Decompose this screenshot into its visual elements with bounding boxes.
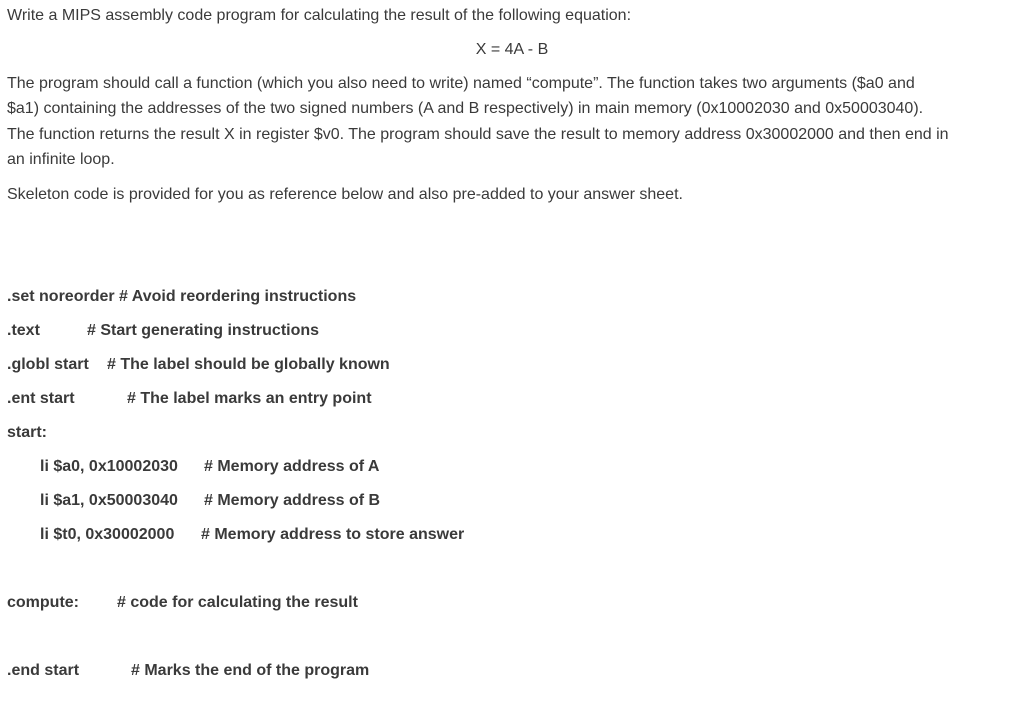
code-comment: # Memory address of B	[204, 492, 381, 509]
code-label: compute:	[7, 594, 79, 611]
code-line-li-a1	[40, 491, 381, 511]
code-instruction: li $a1, 0x50003040	[40, 492, 178, 509]
code-comment: # Memory address to store answer	[201, 526, 465, 543]
code-comment: # The label marks an entry point	[127, 390, 372, 407]
skeleton-note: Skeleton code is provided for you as reference below and also pre-added to your answer sheet.	[7, 186, 683, 203]
code-directive: .text	[7, 322, 40, 339]
code-comment: # Start generating instructions	[87, 322, 320, 339]
code-line-text	[7, 321, 320, 341]
code-directive: .end start	[7, 662, 80, 679]
question-intro: Write a MIPS assembly code program for calculating the result of the following equation:	[7, 7, 632, 24]
code-directive: .globl start	[7, 356, 89, 373]
code-line-compute	[7, 593, 358, 613]
code-instruction: li $a0, 0x10002030	[40, 458, 178, 475]
code-line-set	[7, 287, 356, 307]
code-instruction: li $t0, 0x30002000	[40, 526, 175, 543]
equation: X = 4A - B	[475, 41, 549, 58]
code-directive: .set noreorder	[7, 288, 115, 305]
code-comment: # The label should be globally known	[107, 356, 390, 373]
description-line-4: an infinite loop.	[7, 151, 115, 168]
code-directive: .ent start	[7, 390, 75, 407]
description-line-1: The program should call a function (which you also need to write) named “compute”. The function takes two arguments ($a0 and	[7, 75, 915, 92]
description-line-3: The function returns the result X in register $v0. The program should save the result to memory address 0x30002000 and then end in	[7, 126, 949, 143]
code-line-li-a0	[40, 457, 380, 477]
code-line-ent	[7, 389, 372, 409]
code-line-li-t0	[40, 525, 465, 545]
code-label-start: start:	[7, 424, 48, 441]
code-comment: # Marks the end of the program	[131, 662, 370, 679]
code-comment: # Memory address of A	[204, 458, 380, 475]
code-comment: # code for calculating the result	[117, 594, 358, 611]
description-line-2: $a1) containing the addresses of the two signed numbers (A and B respectively) in main memory (0x10002030 and 0x50003040).	[7, 100, 924, 117]
code-line-end	[7, 661, 370, 681]
code-line-globl	[7, 355, 390, 375]
code-comment: # Avoid reordering instructions	[119, 288, 357, 305]
